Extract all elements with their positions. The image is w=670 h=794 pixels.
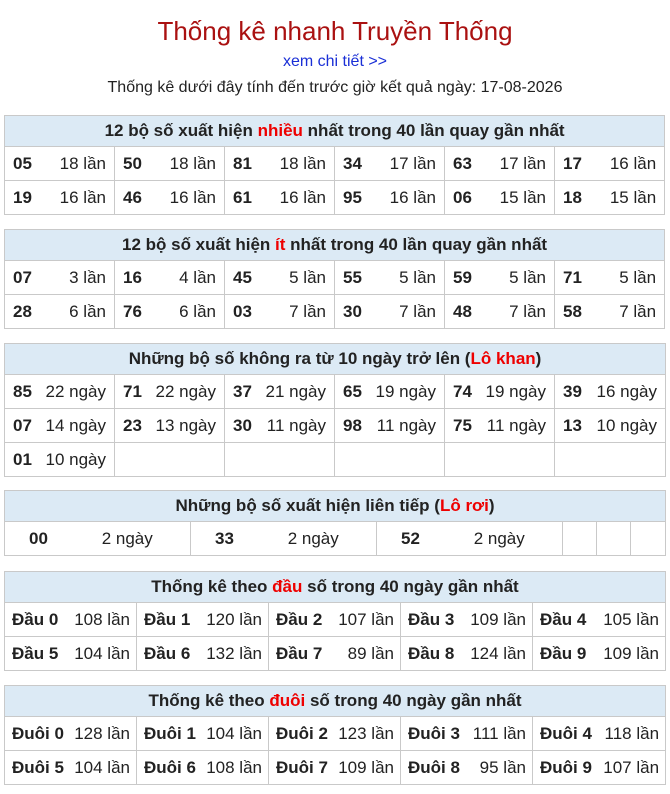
empty-cell xyxy=(445,443,555,477)
lo-days: 19 ngày xyxy=(481,375,555,409)
lo-count: 16 lần xyxy=(60,181,115,215)
least-frequent-title: 12 bộ số xuất hiện ít nhất trong 40 lần quay gần nhất xyxy=(5,230,665,261)
lo-days: 16 ngày xyxy=(591,375,666,409)
lo-number: 48 xyxy=(445,295,500,329)
lo-count: 6 lần xyxy=(170,295,225,329)
lo-number: 01 xyxy=(5,443,41,477)
table-row xyxy=(5,409,666,443)
lo-number: 76 xyxy=(115,295,170,329)
lo-count: 5 lần xyxy=(280,261,335,295)
lo-number: 65 xyxy=(335,375,371,409)
least-frequent-table xyxy=(4,229,665,329)
dau-label: Đầu 7 xyxy=(269,637,333,671)
lo-count: 5 lần xyxy=(390,261,445,295)
lo-number: 16 xyxy=(115,261,170,295)
detail-link[interactable]: xem chi tiết >> xyxy=(282,53,388,70)
dau-label: Đầu 0 xyxy=(5,603,69,637)
lo-number: 05 xyxy=(5,147,60,181)
lo-number: 19 xyxy=(5,181,60,215)
lo-number: 98 xyxy=(335,409,371,443)
duoi-count: 123 lần xyxy=(336,717,401,751)
duoi-label: Đuôi 9 xyxy=(533,751,600,785)
duoi-stats-table xyxy=(4,685,666,785)
lo-number: 30 xyxy=(335,295,390,329)
dau-stats-table xyxy=(4,571,666,671)
lo-days: 11 ngày xyxy=(481,409,555,443)
highlight-word: Lô khan xyxy=(470,349,536,368)
empty-cell xyxy=(597,522,631,556)
lo-count: 7 lần xyxy=(280,295,335,329)
dau-label: Đầu 9 xyxy=(533,637,597,671)
lo-number: 61 xyxy=(225,181,280,215)
lo-number: 06 xyxy=(445,181,500,215)
lo-number: 07 xyxy=(5,261,60,295)
lo-number: 71 xyxy=(555,261,610,295)
lo-count: 6 lần xyxy=(60,295,115,329)
lo-number: 52 xyxy=(377,522,437,556)
most-frequent-title: 12 bộ số xuất hiện nhiều nhất trong 40 lần quay gần nhất xyxy=(5,116,665,147)
lo-count: 7 lần xyxy=(610,295,665,329)
lo-count: 17 lần xyxy=(500,147,555,181)
lo-count: 7 lần xyxy=(390,295,445,329)
duoi-stats-title: Thống kê theo đuôi số trong 40 ngày gần nhất xyxy=(5,686,666,717)
lo-days: 11 ngày xyxy=(371,409,445,443)
lo-number: 59 xyxy=(445,261,500,295)
duoi-count: 111 lần xyxy=(468,717,533,751)
lo-count: 17 lần xyxy=(390,147,445,181)
lo-number: 07 xyxy=(5,409,41,443)
table-row xyxy=(5,147,665,181)
duoi-count: 108 lần xyxy=(204,751,269,785)
lo-number: 95 xyxy=(335,181,390,215)
lo-number: 39 xyxy=(555,375,591,409)
dau-label: Đầu 1 xyxy=(137,603,201,637)
page-subtitle: Thống kê dưới đây tính đến trước giờ kết quả ngày: 17-08-2026 xyxy=(107,79,563,96)
dau-label: Đầu 6 xyxy=(137,637,201,671)
lo-khan-table xyxy=(4,343,666,477)
dau-label: Đầu 3 xyxy=(401,603,465,637)
dau-count: 120 lần xyxy=(201,603,269,637)
lo-number: 00 xyxy=(5,522,65,556)
dau-label: Đầu 5 xyxy=(5,637,69,671)
lo-days: 22 ngày xyxy=(41,375,115,409)
lo-days: 22 ngày xyxy=(151,375,225,409)
dau-stats-title: Thống kê theo đầu số trong 40 ngày gần nhất xyxy=(5,572,666,603)
highlight-word: đầu xyxy=(272,577,303,596)
lo-roi-table xyxy=(4,490,666,556)
table-row xyxy=(5,603,666,637)
lo-count: 15 lần xyxy=(610,181,665,215)
duoi-count: 104 lần xyxy=(72,751,137,785)
table-row xyxy=(5,717,666,751)
lo-khan-title: Những bộ số không ra từ 10 ngày trở lên (Lô khan) xyxy=(5,344,666,375)
lo-number: 23 xyxy=(115,409,151,443)
table-row xyxy=(5,295,665,329)
table-row xyxy=(5,261,665,295)
lo-days: 11 ngày xyxy=(261,409,335,443)
table-row xyxy=(5,637,666,671)
lo-count: 16 lần xyxy=(170,181,225,215)
most-frequent-table xyxy=(4,115,665,215)
duoi-label: Đuôi 0 xyxy=(5,717,72,751)
lo-number: 17 xyxy=(555,147,610,181)
lo-number: 58 xyxy=(555,295,610,329)
empty-cell xyxy=(335,443,445,477)
table-row xyxy=(5,375,666,409)
lo-count: 15 lần xyxy=(500,181,555,215)
empty-cell xyxy=(563,522,597,556)
lo-number: 34 xyxy=(335,147,390,181)
lo-count: 7 lần xyxy=(500,295,555,329)
lo-number: 45 xyxy=(225,261,280,295)
lo-number: 30 xyxy=(225,409,261,443)
empty-cell xyxy=(631,522,666,556)
lo-count: 3 lần xyxy=(60,261,115,295)
lo-count: 5 lần xyxy=(610,261,665,295)
dau-count: 104 lần xyxy=(69,637,137,671)
empty-cell xyxy=(115,443,225,477)
lo-number: 75 xyxy=(445,409,481,443)
duoi-label: Đuôi 4 xyxy=(533,717,600,751)
table-row xyxy=(5,443,666,477)
lo-count: 5 lần xyxy=(500,261,555,295)
empty-cell xyxy=(225,443,335,477)
duoi-count: 107 lần xyxy=(600,751,666,785)
duoi-label: Đuôi 8 xyxy=(401,751,468,785)
lo-number: 63 xyxy=(445,147,500,181)
duoi-count: 118 lần xyxy=(600,717,666,751)
lo-number: 74 xyxy=(445,375,481,409)
table-row xyxy=(5,181,665,215)
dau-count: 109 lần xyxy=(465,603,533,637)
dau-label: Đầu 4 xyxy=(533,603,597,637)
duoi-count: 109 lần xyxy=(336,751,401,785)
lo-number: 55 xyxy=(335,261,390,295)
lo-days: 2 ngày xyxy=(65,522,191,556)
highlight-word: đuôi xyxy=(269,691,306,710)
duoi-label: Đuôi 2 xyxy=(269,717,336,751)
lo-count: 4 lần xyxy=(170,261,225,295)
table-row xyxy=(5,522,666,556)
dau-count: 124 lần xyxy=(465,637,533,671)
lo-days: 10 ngày xyxy=(591,409,666,443)
lo-roi-title: Những bộ số xuất hiện liên tiếp (Lô rơi) xyxy=(5,491,666,522)
lo-days: 13 ngày xyxy=(151,409,225,443)
lo-days: 2 ngày xyxy=(437,522,563,556)
lo-count: 16 lần xyxy=(280,181,335,215)
page-title: Thống kê nhanh Truyền Thống xyxy=(157,16,513,46)
lo-days: 19 ngày xyxy=(371,375,445,409)
lo-number: 33 xyxy=(191,522,251,556)
lo-number: 85 xyxy=(5,375,41,409)
lo-days: 14 ngày xyxy=(41,409,115,443)
duoi-count: 104 lần xyxy=(204,717,269,751)
lo-number: 13 xyxy=(555,409,591,443)
empty-cell xyxy=(555,443,666,477)
dau-count: 89 lần xyxy=(333,637,401,671)
lo-number: 46 xyxy=(115,181,170,215)
dau-count: 132 lần xyxy=(201,637,269,671)
table-row xyxy=(5,751,666,785)
duoi-label: Đuôi 6 xyxy=(137,751,204,785)
lo-days: 21 ngày xyxy=(261,375,335,409)
lo-number: 03 xyxy=(225,295,280,329)
dau-count: 109 lần xyxy=(597,637,666,671)
lo-count: 18 lần xyxy=(170,147,225,181)
duoi-count: 95 lần xyxy=(468,751,533,785)
lo-number: 71 xyxy=(115,375,151,409)
lo-number: 81 xyxy=(225,147,280,181)
lo-number: 28 xyxy=(5,295,60,329)
duoi-count: 128 lần xyxy=(72,717,137,751)
highlight-word: ít xyxy=(275,235,286,254)
highlight-word: nhiều xyxy=(257,121,303,140)
lo-number: 50 xyxy=(115,147,170,181)
duoi-label: Đuôi 5 xyxy=(5,751,72,785)
lo-count: 18 lần xyxy=(280,147,335,181)
dau-label: Đầu 2 xyxy=(269,603,333,637)
lo-count: 16 lần xyxy=(610,147,665,181)
lo-count: 16 lần xyxy=(390,181,445,215)
dau-count: 107 lần xyxy=(333,603,401,637)
duoi-label: Đuôi 1 xyxy=(137,717,204,751)
duoi-label: Đuôi 3 xyxy=(401,717,468,751)
lo-days: 10 ngày xyxy=(41,443,115,477)
highlight-word: Lô rơi xyxy=(439,496,489,515)
lo-count: 18 lần xyxy=(60,147,115,181)
dau-count: 105 lần xyxy=(597,603,666,637)
lo-days: 2 ngày xyxy=(251,522,377,556)
dau-count: 108 lần xyxy=(69,603,137,637)
dau-label: Đầu 8 xyxy=(401,637,465,671)
duoi-label: Đuôi 7 xyxy=(269,751,336,785)
lo-number: 37 xyxy=(225,375,261,409)
lo-number: 18 xyxy=(555,181,610,215)
